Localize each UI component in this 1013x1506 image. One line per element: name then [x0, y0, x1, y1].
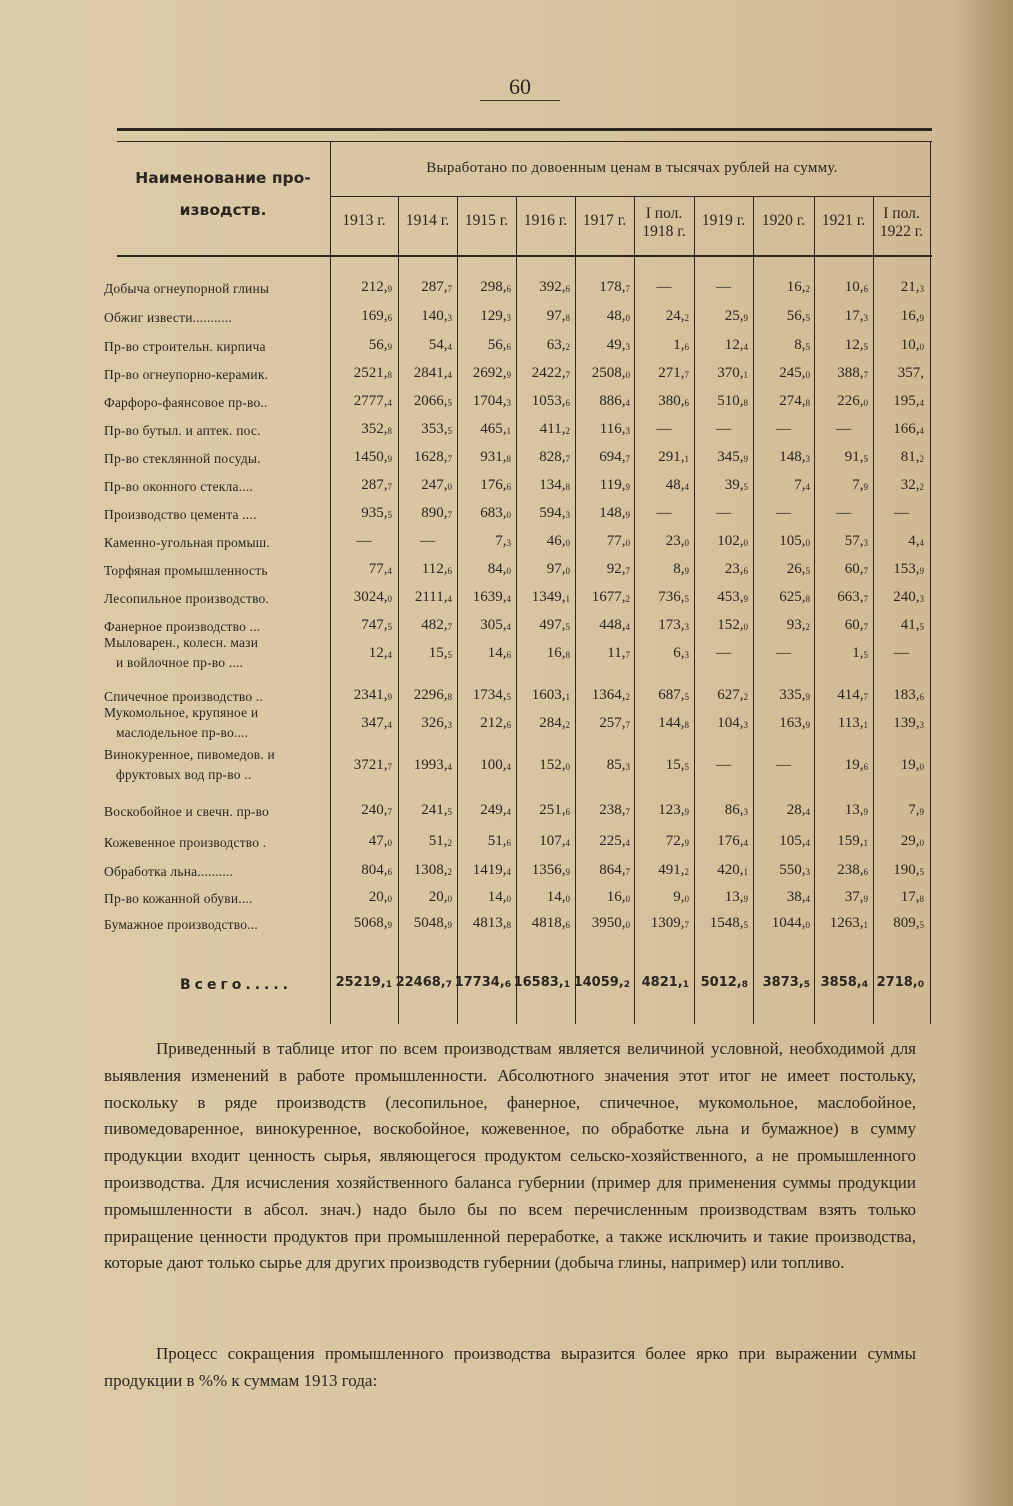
- table-cell: $804,_6$: [361, 862, 392, 878]
- table-cell: $86,_3$: [724, 802, 748, 818]
- year-header: 1919 г.: [701, 212, 746, 229]
- row-label: Производство цемента ....: [104, 507, 257, 522]
- table-cell: $163,_9$: [779, 715, 810, 731]
- row-label: Обжиг извести...........: [104, 310, 232, 325]
- table-cell: $347,_4$: [361, 715, 392, 731]
- table-cell: $173,_3$: [658, 617, 689, 633]
- table-cell: $1356,_9$: [531, 862, 570, 878]
- table-cell: $2296,_8$: [413, 687, 452, 703]
- page-number: 60: [509, 74, 531, 99]
- table-cell: $352,_8$: [361, 421, 392, 437]
- table-cell: $414,_7$: [837, 687, 868, 703]
- table-cell: $251,_6$: [539, 802, 570, 818]
- table-cell: $1263,_1$: [829, 915, 868, 931]
- table-cell: $287,_7$: [421, 279, 452, 295]
- table-cell: $2508,_0$: [591, 365, 630, 381]
- table-cell: $63,_2$: [546, 337, 570, 353]
- table-cell: $176,_6$: [480, 477, 511, 493]
- table-cell: $687,_5$: [658, 687, 689, 703]
- table-cell: $380,_6$: [658, 393, 689, 409]
- table-cell: —: [894, 505, 909, 521]
- row-label: Пр-во строительн. кирпича: [104, 339, 266, 354]
- table-cell: $93,_2$: [786, 617, 810, 633]
- table-cell: $4818,_6$: [531, 915, 570, 931]
- table-cell: $1603,_1$: [531, 687, 570, 703]
- year-header: 1917 г.: [582, 212, 627, 229]
- table-cell: $305,_4$: [480, 617, 511, 633]
- table-cell: $48,_4$: [665, 477, 689, 493]
- table-cell: $176,_4$: [717, 833, 748, 849]
- table-cell: $46,_0$: [546, 533, 570, 549]
- column-header-name: Наименование про-изводств.: [135, 169, 311, 219]
- table-cell: $23,_6$: [724, 561, 748, 577]
- table-cell: $1309,_7$: [650, 915, 689, 931]
- table-cell: $5068,_9$: [353, 915, 392, 931]
- table-cell: $1,_6$: [673, 337, 689, 353]
- table-cell: —: [776, 505, 791, 521]
- row-label: Винокуренное, пивомедов. и фруктовых вод пр-во ..: [104, 747, 275, 782]
- table-cell: $2066,_5$: [413, 393, 452, 409]
- table-cell: —: [776, 421, 791, 437]
- table-cell: $105,_0$: [779, 533, 810, 549]
- row-label: Кожевенное производство .: [104, 835, 267, 850]
- total-cell: $14059,_2$: [573, 975, 630, 990]
- year-header: I пол. 1918 г.: [642, 205, 686, 240]
- page-number-underline: [480, 100, 560, 101]
- table-cell: $24,_2$: [665, 308, 689, 324]
- table-cell: $148,_3$: [779, 449, 810, 465]
- table-cell: $112,_6$: [421, 561, 452, 577]
- table-cell: $48,_0$: [606, 308, 630, 324]
- table-cell: $77,_4$: [368, 561, 392, 577]
- table-cell: $148,_9$: [599, 505, 630, 521]
- table-cell: $1349,_1$: [531, 589, 570, 605]
- table-cell: $7,_3$: [495, 533, 511, 549]
- table-cell: $195,_4$: [893, 393, 924, 409]
- table-cell: $113,_1$: [837, 715, 868, 731]
- table-cell: $2341,_9$: [353, 687, 392, 703]
- total-cell: $5012,_8$: [700, 975, 748, 990]
- table-cell: $60,_7$: [844, 617, 868, 633]
- total-cell: $16583,_1$: [513, 975, 570, 990]
- table-cell: $16,_2$: [786, 279, 810, 295]
- table-cell: $56,_5$: [786, 308, 810, 324]
- table-cell: $13,_9$: [844, 802, 868, 818]
- table-cell: $335,_9$: [779, 687, 810, 703]
- table-cell: $5048,_9$: [413, 915, 452, 931]
- table-cell: $2521,_8$: [353, 365, 392, 381]
- table-cell: $169,_6$: [361, 308, 392, 324]
- table-cell: $935,_5$: [361, 505, 392, 521]
- table-cell: $1639,_4$: [472, 589, 511, 605]
- row-label: Спичечное производство ..: [104, 689, 264, 704]
- table-cell: $482,_7$: [421, 617, 452, 633]
- table-cell: —: [356, 533, 372, 549]
- total-cell: $22468,_7$: [395, 975, 452, 990]
- table-cell: $1704,_3$: [472, 393, 511, 409]
- table-cell: $57,_3$: [844, 533, 868, 549]
- table-cell: $123,_9$: [658, 802, 689, 818]
- table-cell: $4,_4$: [908, 533, 924, 549]
- table-cell: $291,_1$: [658, 449, 689, 465]
- table-cell: $1734,_5$: [472, 687, 511, 703]
- table-cell: $153,_9$: [893, 561, 924, 577]
- table-cell: $2111,_4$: [414, 589, 452, 605]
- table-cell: $1993,_4$: [413, 757, 452, 773]
- table-header-rule: [117, 255, 932, 257]
- table-top-rule-thin: [117, 141, 932, 142]
- table-cell: $1419,_4$: [472, 862, 511, 878]
- table-cell: $15,_5$: [665, 757, 689, 773]
- table-cell: $20,_0$: [368, 889, 392, 905]
- table-cell: $14,_0$: [487, 889, 511, 905]
- table-cell: $134,_8$: [539, 477, 570, 493]
- table-cell: $178,_7$: [599, 279, 630, 295]
- table-cell: $7,_4$: [794, 477, 810, 493]
- table-cell: —: [656, 505, 672, 521]
- table-cell: $1053,_6$: [531, 393, 570, 409]
- table-cell: $448,_4$: [599, 617, 630, 633]
- row-label: Фарфоро-фаянсовое пр-во..: [104, 395, 268, 410]
- table-cell: $245,_0$: [779, 365, 810, 381]
- row-label: Лесопильное производство.: [104, 591, 270, 606]
- row-label: Добыча огнеупорной глины: [104, 281, 270, 296]
- table-cell: $14,_6$: [487, 645, 511, 661]
- table-cell: $10,_0$: [900, 337, 924, 353]
- row-label: Фанерное производство ...: [104, 619, 261, 634]
- row-label: Каменно-угольная промыш.: [104, 535, 270, 550]
- row-label: Пр-во кожанной обуви....: [104, 891, 253, 906]
- table-cell: —: [716, 505, 731, 521]
- year-header: 1916 г.: [523, 212, 568, 229]
- table-cell: $12,_5$: [844, 337, 868, 353]
- table-cell: $240,_7$: [361, 802, 392, 818]
- table-cell: $2422,_7$: [531, 365, 570, 381]
- table-cell: $257,_7$: [599, 715, 630, 731]
- table-cell: $238,_7$: [599, 802, 630, 818]
- table-cell: $29,_0$: [900, 833, 924, 849]
- header-sub-rule: [330, 196, 930, 197]
- table-cell: $287,_7$: [361, 477, 392, 493]
- table-cell: $353,_5$: [421, 421, 452, 437]
- table-cell: —: [716, 645, 731, 661]
- table-cell: $144,_8$: [658, 715, 689, 731]
- table-cell: —: [836, 505, 851, 521]
- row-label: Воскобойное и свечн. пр-во: [104, 804, 270, 819]
- table-cell: $91,_5$: [844, 449, 868, 465]
- table-cell: —: [716, 421, 731, 437]
- table-cell: —: [776, 757, 791, 773]
- table-cell: $274,_8$: [779, 393, 810, 409]
- table-cell: $1,_5$: [852, 645, 868, 661]
- table-cell: $19,_6$: [844, 757, 868, 773]
- table-cell: $16,_9$: [900, 308, 924, 324]
- table-cell: $271,_7$: [658, 365, 689, 381]
- table-cell: $2841,_4$: [413, 365, 452, 381]
- row-label: Торфяная промышленность: [104, 563, 268, 578]
- table-cell: $886,_4$: [599, 393, 630, 409]
- table-cell: $47,_0$: [368, 833, 392, 849]
- table-cell: $10,_6$: [844, 279, 868, 295]
- table-cell: $931,_8$: [480, 449, 511, 465]
- table-cell: $183,_6$: [893, 687, 924, 703]
- table-cell: $119,_9$: [599, 477, 630, 493]
- table-cell: $627,_2$: [717, 687, 748, 703]
- year-header: 1915 г.: [464, 212, 509, 229]
- table-cell: $453,_9$: [717, 589, 748, 605]
- table-cell: $12,_4$: [368, 645, 392, 661]
- table-cell: $1450,_9$: [353, 449, 392, 465]
- table-cell: $550,_3$: [779, 862, 810, 878]
- table-cell: $20,_0$: [428, 889, 452, 905]
- table-cell: $140,_3$: [421, 308, 452, 324]
- table-cell: $38,_4$: [786, 889, 810, 905]
- table-cell: $510,_8$: [717, 393, 748, 409]
- table-cell: 357,: [897, 365, 924, 381]
- table-cell: $26,_5$: [786, 561, 810, 577]
- table-cell: $107,_4$: [539, 833, 570, 849]
- row-label: Пр-во бутыл. и аптек. пос.: [104, 423, 261, 438]
- table-cell: —: [716, 757, 731, 773]
- column-divider: [930, 141, 931, 1024]
- table-cell: —: [420, 533, 435, 549]
- table-cell: $212,_9$: [361, 279, 392, 295]
- table-cell: $72,_9$: [665, 833, 689, 849]
- table-cell: $284,_2$: [539, 715, 570, 731]
- table-cell: $77,_0$: [606, 533, 630, 549]
- table-cell: $828,_7$: [539, 449, 570, 465]
- table-cell: $625,_8$: [779, 589, 810, 605]
- table-cell: $84,_0$: [487, 561, 511, 577]
- table-cell: $37,_9$: [844, 889, 868, 905]
- table-cell: $19,_0$: [900, 757, 924, 773]
- total-cell: $2718,_0$: [876, 975, 924, 990]
- year-header: I пол. 1922 г.: [879, 205, 924, 240]
- table-cell: $694,_7$: [599, 449, 630, 465]
- table-cell: $247,_0$: [421, 477, 452, 493]
- table-cell: —: [776, 645, 791, 661]
- table-cell: $864,_7$: [599, 862, 630, 878]
- table-cell: $16,_0$: [606, 889, 630, 905]
- column-header-main: Выработано по довоенным ценам в тысячах рублей на сумму.: [426, 160, 838, 176]
- table-cell: $890,_7$: [421, 505, 452, 521]
- table-cell: $28,_4$: [786, 802, 810, 818]
- total-cell: $3873,_5$: [762, 975, 810, 990]
- table-cell: $97,_8$: [546, 308, 570, 324]
- table-cell: $411,_2$: [539, 421, 570, 437]
- total-cell: $17734,_6$: [454, 975, 511, 990]
- total-cell: $3858,_4$: [820, 975, 868, 990]
- table-cell: $2692,_9$: [472, 365, 511, 381]
- table-cell: $465,_1$: [480, 421, 511, 437]
- table-cell: $2777,_4$: [353, 393, 392, 409]
- table-cell: $159,_1$: [837, 833, 868, 849]
- table-cell: $11,_7$: [607, 645, 630, 661]
- table-cell: $152,_0$: [717, 617, 748, 633]
- year-header: 1913 г.: [342, 212, 386, 229]
- table-cell: $241,_5$: [421, 802, 452, 818]
- table-cell: $49,_3$: [606, 337, 630, 353]
- table-cell: $238,_6$: [837, 862, 868, 878]
- table-cell: $6,_3$: [673, 645, 689, 661]
- table-cell: $39,_5$: [724, 477, 748, 493]
- table-cell: $663,_7$: [837, 589, 868, 605]
- table-cell: $345,_9$: [717, 449, 748, 465]
- table-cell: $15,_5$: [428, 645, 452, 661]
- table-cell: $1677,_2$: [591, 589, 630, 605]
- table-cell: $1548,_5$: [709, 915, 748, 931]
- table-cell: $736,_5$: [658, 589, 689, 605]
- row-label: Обработка льна..........: [104, 864, 234, 879]
- table-cell: $60,_7$: [844, 561, 868, 577]
- table-cell: $388,_7$: [837, 365, 868, 381]
- table-cell: $14,_0$: [546, 889, 570, 905]
- table-cell: $497,_5$: [539, 617, 570, 633]
- table-cell: $249,_4$: [480, 802, 511, 818]
- table-cell: $683,_0$: [480, 505, 511, 521]
- table-cell: —: [836, 421, 851, 437]
- table-cell: $7,_9$: [908, 802, 924, 818]
- table-cell: $54,_4$: [428, 337, 452, 353]
- table-cell: $8,_9$: [673, 561, 689, 577]
- row-label: Пр-во оконного стекла....: [104, 479, 253, 494]
- table-cell: —: [656, 279, 672, 295]
- table-cell: $104,_3$: [717, 715, 748, 731]
- table-top-rule: [117, 128, 932, 131]
- table-cell: $25,_9$: [724, 308, 748, 324]
- table-cell: $392,_6$: [539, 279, 570, 295]
- table-cell: $8,_5$: [794, 337, 810, 353]
- table-cell: $420,_1$: [717, 862, 748, 878]
- table-cell: $17,_8$: [900, 889, 924, 905]
- table-cell: $166,_4$: [893, 421, 924, 437]
- table-cell: $1308,_2$: [413, 862, 452, 878]
- table-cell: $21,_3$: [900, 279, 924, 295]
- row-label: Пр-во стеклянной посуды.: [104, 451, 261, 466]
- table-cell: $9,_0$: [673, 889, 689, 905]
- table-cell: $129,_3$: [480, 308, 511, 324]
- table-cell: $51,_6$: [487, 833, 511, 849]
- table-cell: $809,_5$: [893, 915, 924, 931]
- table-cell: $3024,_0$: [353, 589, 392, 605]
- table-cell: $17,_3$: [844, 308, 868, 324]
- page-edge-shadow: [953, 0, 1013, 1506]
- table-cell: $747,_5$: [361, 617, 392, 633]
- table-cell: $92,_7$: [606, 561, 630, 577]
- table-cell: $212,_6$: [480, 715, 511, 731]
- table-cell: $7,_9$: [852, 477, 868, 493]
- table-cell: $81,_2$: [900, 449, 924, 465]
- year-header: 1921 г.: [821, 212, 866, 229]
- table-cell: $116,_3$: [599, 421, 630, 437]
- total-cell: $25219,_1$: [335, 975, 392, 990]
- table-cell: $1044,_0$: [771, 915, 810, 931]
- table-cell: $1364,_2$: [591, 687, 630, 703]
- year-header: 1914 г.: [405, 212, 450, 229]
- table-cell: $41,_5$: [900, 617, 924, 633]
- row-label: Пр-во огнеупорно-керамик.: [104, 367, 269, 382]
- row-label: Мыловарен., колесн. мази и войлочное пр-во ....: [104, 635, 259, 670]
- table-cell: $4813,_8$: [472, 915, 511, 931]
- table-cell: $51,_2$: [428, 833, 452, 849]
- table-cell: $23,_0$: [665, 533, 689, 549]
- table-cell: $594,_3$: [539, 505, 570, 521]
- table-cell: $100,_4$: [480, 757, 511, 773]
- table-cell: $16,_8$: [546, 645, 570, 661]
- table-cell: $370,_1$: [717, 365, 748, 381]
- table-cell: $13,_9$: [724, 889, 748, 905]
- paragraph-1: Приведенный в таблице итог по всем производствам является величиной условной, необходимой для выявления изменений в работе промышленности. Абсолютного значения этот итог не имеет постольку, поскольку в ряде производств (лесопильное, фанерное, спичечное, мукомольное, маслобойное, пивомедоваренное, винокуренное, воскобойное, кожевенное, по обработке льна и бумажное) в сумму продукции входит ценность сырья, являющегося продуктом сельско-хозяйственного, а не промышленного производства. Для исчисления хозяйственного баланса губернии (пример для применения суммы продукции промышленности в абсол. знач.) надо было бы по всем перечисленным производствам взять только приращение ценности продуктов при промышленной переработке, а также исключить и такие производства, которые дают только сырье для других производств губернии (добыча глины, например) или топливо.: [104, 1039, 916, 1273]
- table-cell: $56,_6$: [487, 337, 511, 353]
- table-cell: $32,_2$: [900, 477, 924, 493]
- table-cell: $225,_4$: [599, 833, 630, 849]
- table-cell: $139,_3$: [893, 715, 924, 731]
- total-label: Всего.....: [180, 977, 292, 993]
- table-cell: $3950,_0$: [591, 915, 630, 931]
- table-cell: $1628,_7$: [413, 449, 452, 465]
- table-cell: —: [894, 645, 909, 661]
- table-cell: $102,_0$: [717, 533, 748, 549]
- table-cell: $240,_3$: [893, 589, 924, 605]
- table-cell: —: [656, 421, 672, 437]
- table-cell: $56,_9$: [368, 337, 392, 353]
- table-cell: $97,_0$: [546, 561, 570, 577]
- table-cell: $326,_3$: [421, 715, 452, 731]
- table-cell: $105,_4$: [779, 833, 810, 849]
- table-cell: $3721,_7$: [353, 757, 392, 773]
- year-header: 1920 г.: [761, 212, 806, 229]
- table-cell: $85,_3$: [606, 757, 630, 773]
- table-cell: —: [716, 279, 731, 295]
- row-label: Мукомольное, крупяное и маслодельное пр-во....: [104, 705, 259, 740]
- table-cell: $190,_5$: [893, 862, 924, 878]
- table-cell: $12,_4$: [724, 337, 748, 353]
- table-cell: $152,_0$: [539, 757, 570, 773]
- row-label: Бумажное производство...: [104, 917, 258, 932]
- table-cell: $226,_0$: [837, 393, 868, 409]
- table-cell: $298,_6$: [480, 279, 511, 295]
- table-cell: $491,_2$: [658, 862, 689, 878]
- total-cell: $4821,_1$: [641, 975, 689, 990]
- paragraph-2: Процесс сокращения промышленного производства выразится более ярко при выражении суммы продукции в %% к суммам 1913 года:: [104, 1344, 916, 1390]
